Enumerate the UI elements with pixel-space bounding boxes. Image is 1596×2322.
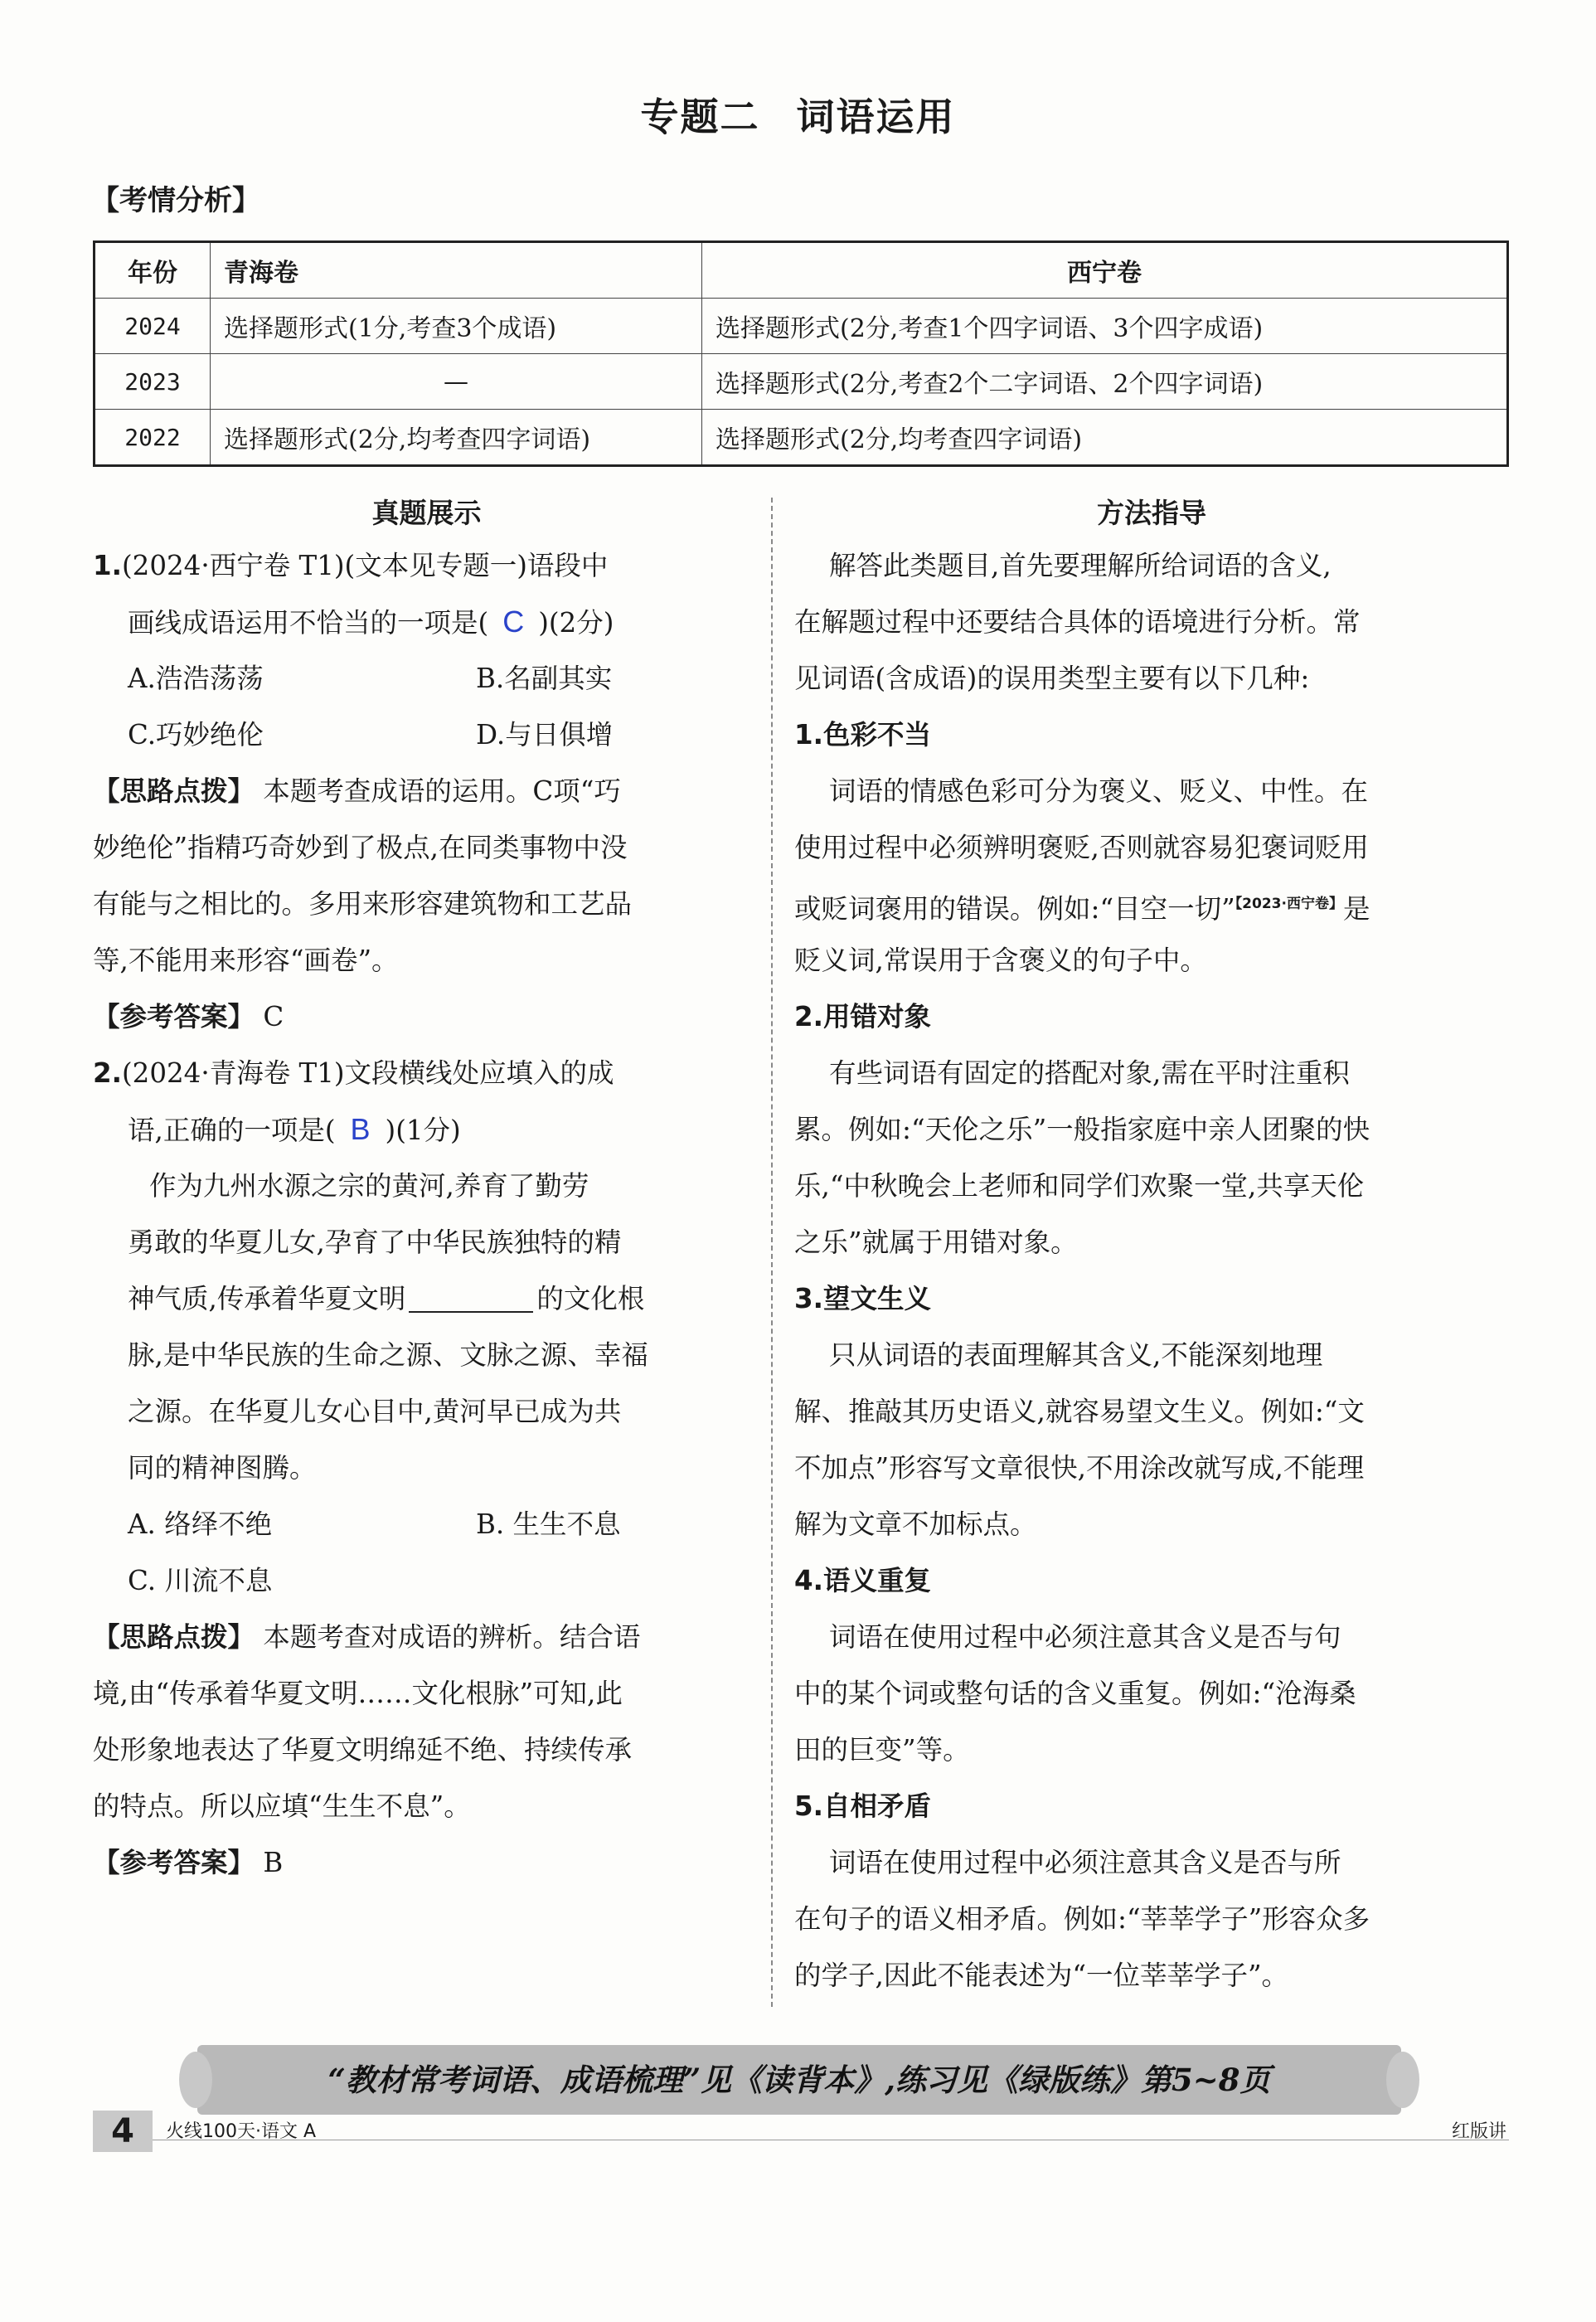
q2-passage-line: 神气质,传承着华夏文明 [128,1283,406,1314]
section-line: 词语在使用过程中必须注意其含义是否与所 [829,1847,1341,1878]
table-row [95,299,1508,354]
header-xining: 西宁卷 [702,242,1508,299]
section-line: 田的巨变”等。 [794,1734,970,1766]
q1-tip-line: 有能与之相比的。多用来形容建筑物和工艺品 [93,888,633,920]
section-line: 贬义词,常误用于含褒义的句子中。 [794,945,1207,976]
q2-passage-line: 的文化根 [536,1283,645,1314]
q2-key: B [263,1847,284,1878]
section-line: 只从词语的表面理解其含义,不能深刻地理 [829,1339,1323,1371]
left-column [93,489,760,1891]
q1-tip-line: 妙绝伦”指精巧奇妙到了极点,在同类事物中没 [93,832,628,863]
analysis-label: 【考情分析】 [91,184,260,217]
section-line: 的学子,因此不能表述为“一位莘莘学子”。 [794,1960,1289,1991]
section-line: 解为文章不加标点。 [794,1508,1037,1540]
column-divider [771,498,773,2007]
q2-passage-line: 同的精神图腾。 [128,1452,317,1484]
title-part2: 词语运用 [796,95,956,139]
q1-answer-mark: C [502,605,525,639]
row-qinghai: 选择题形式(1分,考查3个成语) [211,299,702,354]
section-line: 或贬词褒用的错误。例如:“目空一切” [794,892,1235,925]
q2-line1: (2024·青海卷 T1)文段横线处应填入的成 [121,1057,614,1089]
section-line: 不加点”形容写文章很快,不用涂改就写成,不能理 [794,1452,1365,1484]
q1-line2b: )(2分) [538,607,614,639]
q2-tip-tag: 【思路点拨】 [93,1621,255,1653]
q2-passage-line: 之源。在华夏儿女心目中,黄河早已成为共 [128,1396,622,1427]
method-section-1 [794,707,1509,989]
table-header-row [95,242,1508,299]
method-section-5 [794,1778,1509,2004]
book-title: 火线100天·语文 A [166,2121,317,2142]
method-section-3 [794,1270,1509,1552]
row-xining: 选择题形式(2分,考查1个四字词语、3个四字成语) [702,299,1508,354]
section-line: 词语的情感色彩可分为褒义、贬义、中性。在 [829,775,1369,807]
intro-line: 见词语(含成语)的误用类型主要有以下几种: [794,663,1310,694]
question-1 [93,537,760,1045]
fill-blank [409,1280,533,1313]
q1-tip-line: 等,不能用来形容“画卷”。 [93,945,399,976]
q2-answer-mark: B [350,1112,371,1146]
table-row [95,410,1508,466]
row-year: 2022 [95,410,211,466]
section-line: 中的某个词或整句话的含义重复。例如:“沧海桑 [794,1678,1356,1709]
section-title: 2.用错对象 [794,1001,931,1032]
title-part1: 专题二 [640,95,760,139]
analysis-table [93,240,1509,467]
table-row [95,354,1508,410]
section-line: 之乐”就属于用错对象。 [794,1227,1078,1258]
q1-option-b: B.名副其实 [476,663,613,694]
q1-tip-line: 本题考查成语的运用。C项“巧 [263,775,621,807]
q2-passage-line: 脉,是中华民族的生命之源、文脉之源、幸福 [128,1339,648,1371]
reference-banner: “教材常考词语、成语梳理”见《读背本》,练习见《绿版练》第5~8页 [197,2045,1401,2115]
intro-line: 在解题过程中还要结合具体的语境进行分析。常 [794,606,1361,638]
section-line-tail: 是 [1342,892,1370,925]
right-column [794,489,1509,2004]
q1-key-tag: 【参考答案】 [93,1001,255,1032]
header-qinghai: 青海卷 [211,242,702,299]
source-tag: 【2023·西宁卷】 [1235,896,1343,912]
q2-option-b: B. 生生不息 [476,1508,621,1540]
q2-tip-line: 处形象地表达了华夏文明绵延不绝、持续传承 [93,1734,633,1766]
q2-key-tag: 【参考答案】 [93,1847,255,1878]
q1-line1: (2024·西宁卷 T1)(文本见专题一)语段中 [121,550,609,581]
q2-line2a: 语,正确的一项是( [128,1115,336,1146]
section-title: 5.自相矛盾 [794,1790,931,1822]
section-title: 3.望文生义 [794,1283,931,1314]
intro-line: 解答此类题目,首先要理解所给词语的含义, [829,550,1332,581]
q2-line2b: )(1分) [385,1115,461,1146]
question-2 [93,1045,760,1891]
section-line: 累。例如:“天伦之乐”一般指家庭中亲人团聚的快 [794,1114,1370,1145]
q1-key: C [263,1001,284,1032]
section-line: 词语在使用过程中必须注意其含义是否与句 [829,1621,1341,1653]
q2-option-c: C. 川流不息 [128,1565,273,1596]
row-year: 2023 [95,354,211,410]
section-line: 乐,“中秋晚会上老师和同学们欢聚一堂,共享天伦 [794,1170,1365,1202]
edition-label: 红版讲 [1451,2121,1506,2142]
page-number: 4 [93,2111,153,2152]
section-line: 使用过程中必须辨明褒贬,否则就容易犯褒词贬用 [794,832,1369,863]
right-heading: 方法指导 [1097,497,1206,529]
section-title: 1.色彩不当 [794,719,931,751]
q2-option-a: A. 络绎不绝 [128,1508,273,1540]
section-line: 有些词语有固定的搭配对象,需在平时注重积 [829,1057,1350,1089]
q2-tip-line: 境,由“传承着华夏文明……文化根脉”可知,此 [93,1678,623,1709]
row-xining: 选择题形式(2分,考查2个二字词语、2个四字词语) [702,354,1508,410]
section-title: 4.语义重复 [794,1565,931,1596]
row-xining: 选择题形式(2分,均考查四字词语) [702,410,1508,466]
row-year: 2024 [95,299,211,354]
q1-option-a: A.浩浩荡荡 [128,663,264,694]
section-line: 解、推敲其历史语义,就容易望文生义。例如:“文 [794,1396,1365,1427]
q2-passage-line: 勇敢的华夏儿女,孕育了中华民族独特的精 [128,1227,622,1258]
q1-option-d: D.与日俱增 [476,719,614,751]
section-line: 在句子的语义相矛盾。例如:“莘莘学子”形容众多 [794,1903,1370,1935]
left-heading: 真题展示 [371,497,482,529]
q1-number: 1. [93,550,122,581]
q2-passage-line: 作为九州水源之宗的黄河,养育了勤劳 [149,1170,589,1202]
q1-option-c: C.巧妙绝伦 [128,719,264,751]
method-section-2 [794,989,1509,1270]
q2-tip-line: 本题考查对成语的辨析。结合语 [263,1621,641,1653]
page-title [0,87,1596,142]
row-qinghai: 选择题形式(2分,均考查四字词语) [211,410,702,466]
method-section-4 [794,1552,1509,1778]
q1-tip-tag: 【思路点拨】 [93,775,255,807]
q2-number: 2. [93,1057,122,1089]
q1-line2a: 画线成语运用不恰当的一项是( [128,607,489,639]
q2-tip-line: 的特点。所以应填“生生不息”。 [93,1790,471,1822]
header-year: 年份 [95,242,211,299]
row-qinghai: — [211,354,702,410]
